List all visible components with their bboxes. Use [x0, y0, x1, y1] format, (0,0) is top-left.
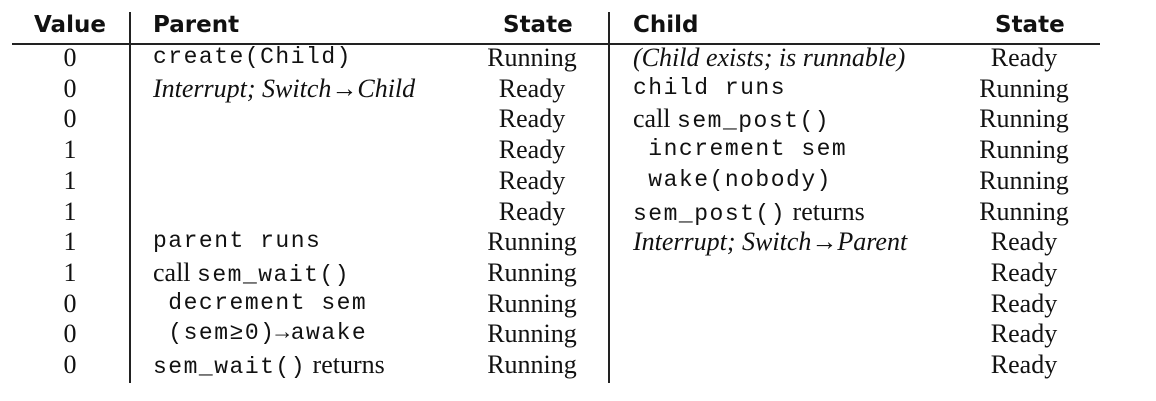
table-row [0, 165, 1156, 196]
table-row [0, 42, 1156, 73]
value-cell: 0 [63, 104, 77, 134]
parent-returns-text: returns [312, 350, 385, 379]
parent-action-cell: parent runs [153, 228, 322, 255]
value-cell: 1 [63, 257, 77, 287]
value-cell: 0 [63, 43, 77, 72]
child-action-cell [633, 103, 830, 137]
table-row [0, 73, 1156, 104]
child-state-cell: Ready [990, 288, 1058, 318]
child-state-cell: Ready [990, 227, 1058, 257]
parent-action-cell [153, 257, 350, 291]
header-parent-state: State [503, 12, 573, 38]
child-function-code: sem_post() [677, 108, 831, 135]
table-row [0, 257, 1156, 288]
parent-state-cell: Running [487, 227, 577, 257]
value-cell: 1 [63, 227, 77, 257]
child-state-cell: Ready [990, 319, 1058, 349]
child-state-cell: Running [979, 196, 1069, 226]
parent-function-code: sem_wait() [197, 261, 351, 288]
child-state-cell: Ready [990, 257, 1058, 287]
value-cell: 0 [63, 73, 77, 103]
value-cell: 1 [63, 196, 77, 226]
child-state-cell: Ready [990, 350, 1058, 379]
parent-call-keyword: call [153, 257, 191, 287]
parent-state-cell: Running [487, 319, 577, 349]
parent-state-cell: Ready [498, 196, 566, 226]
table-row [0, 288, 1156, 319]
parent-state-cell: Ready [498, 165, 566, 195]
parent-action-cell: (sem≥0)→awake [153, 320, 368, 347]
header-value: Value [34, 12, 106, 38]
table-row [0, 318, 1156, 349]
table-row [0, 103, 1156, 134]
child-state-cell: Running [979, 73, 1069, 103]
parent-state-cell: Ready [498, 104, 566, 134]
header-parent: Parent [153, 12, 240, 38]
value-cell: 0 [63, 350, 77, 379]
child-state-cell: Running [979, 135, 1069, 165]
table-row [0, 349, 1156, 380]
header-child: Child [633, 12, 699, 38]
child-action-cell: wake(nobody) [633, 166, 832, 193]
value-cell: 0 [63, 288, 77, 318]
parent-action-cell [153, 349, 385, 383]
child-returns-text: returns [792, 196, 865, 226]
child-action-cell [633, 196, 865, 230]
parent-action-cell: Interrupt; Switch→Child [153, 73, 416, 103]
child-action-cell: increment sem [633, 136, 848, 163]
value-cell: 1 [63, 135, 77, 165]
child-state-cell: Running [979, 104, 1069, 134]
child-call-keyword: call [633, 104, 671, 134]
child-action-cell: child runs [633, 74, 787, 101]
child-action-cell: (Child exists; is runnable) [633, 43, 906, 72]
parent-state-cell: Ready [498, 135, 566, 165]
table-row [0, 196, 1156, 227]
child-state-cell: Running [979, 165, 1069, 195]
value-cell: 0 [63, 319, 77, 349]
parent-state-cell: Running [487, 350, 577, 379]
child-function-code: sem_post() [633, 200, 787, 227]
parent-action-cell: decrement sem [153, 289, 368, 316]
parent-state-cell: Running [487, 257, 577, 287]
parent-action-cell: create(Child) [153, 44, 352, 70]
parent-state-cell: Ready [498, 73, 566, 103]
parent-state-cell: Running [487, 288, 577, 318]
child-state-cell: Ready [990, 43, 1058, 72]
parent-state-cell: Running [487, 43, 577, 72]
table-row [0, 134, 1156, 165]
table-row [0, 226, 1156, 257]
value-cell: 1 [63, 165, 77, 195]
header-child-state: State [995, 12, 1065, 38]
child-action-cell: Interrupt; Switch→Parent [633, 227, 908, 257]
parent-function-code: sem_wait() [153, 354, 307, 380]
